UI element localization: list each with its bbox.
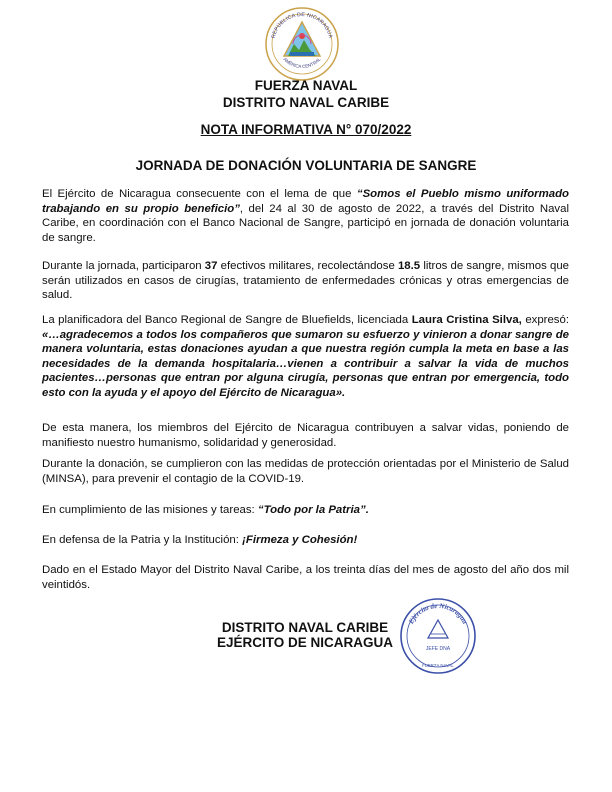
paragraph-mission: En cumplimiento de las misiones y tareas: “Todo por la Patria”.	[42, 504, 369, 516]
paragraph-humanism: De esta manera, los miembros del Ejército de Nicaragua contribuyen a salvar vidas, poniendo de manifiesto nuestro humanismo, solidaridad y generosidad.	[42, 422, 569, 449]
signature-line-2: EJÉRCITO DE NICARAGUA	[216, 635, 394, 650]
stamp-center-text: JEFE DNA	[425, 646, 451, 652]
signature-line-1: DISTRITO NAVAL CARIBE	[221, 620, 389, 635]
paragraph-minsa: Durante la donación, se cumplieron con las medidas de protección orientadas por el Ministerio de Salud (MINSA), para prevenir el contagio de la COVID-19.	[42, 458, 569, 485]
testimony-quote: «…agradecemos a todos los compañeros que sumaron su esfuerzo y vinieron a donar sangre de manera voluntaria, estas donaciones ayudan a que nuestra región cumpla la meta en base a las necesidades de la demanda hospitalaria…vienen a contribuir a salvar la vida de muchos pacientes…personas que entran por alguna cirugía, personas que entran por emergencia, todo esto con la ayuda y el apoyo del Ejército de Nicaragua».	[42, 328, 569, 399]
seal-ring-text: REPÚBLICA DE NICARAGUA	[270, 11, 334, 40]
nota-informativa-number: NOTA INFORMATIVA N° 070/2022	[200, 122, 412, 137]
paragraph-intro: El Ejército de Nicaragua consecuente con el lema de que “Somos el Pueblo mismo uniformado trabajando en su propio beneficio”, del 24 al 30 de agosto de 2022, a través del Distrito Naval Caribe, en coordinación con el Banco Nacional de Sangre, participó en jornada de donación voluntaria de sangre.	[42, 188, 569, 244]
paragraph-testimony: La planificadora del Banco Regional de Sangre de Bluefields, licenciada Laura Cristina Silva, expresó: «…agradecemos a todos los compañeros que sumaron su esfuerzo y vinieron a donar sangre de manera voluntaria, estas donaciones ayudan a que nuestra región cumpla la meta en base a las necesidades de la demanda hospitalaria…vienen a contribuir a salvar la vida de muchos pacientes…personas que entran por alguna cirugía, personas que entran por emergencia, todo esto con la ayuda y el apoyo del Ejército de Nicaragua».	[42, 314, 570, 399]
motto-firmeza: ¡Firmeza y Cohesión!	[242, 534, 358, 546]
stamp-bottom-text: FUERZA NAVAL	[422, 663, 454, 668]
liters-collected: 18.5	[397, 260, 421, 272]
paragraph-participation: Durante la jornada, participaron 37 efectivos militares, recolectándose 18.5 litros de sangre, mismos que serán utilizados en casos de cirugías, tratamiento de enfermedades crónicas y otras emergencias de salud.	[42, 260, 569, 302]
paragraph-closing: Dado en el Estado Mayor del Distrito Naval Caribe, a los treinta días del mes de agosto del año dos mil veintidós.	[42, 564, 569, 591]
seal-bottom-text: AMÉRICA CENTRAL	[282, 56, 322, 70]
document-title: JORNADA DE DONACIÓN VOLUNTARIA DE SANGRE	[135, 158, 477, 173]
nicaragua-coat-of-arms-seal	[264, 6, 340, 82]
svg-text:AMÉRICA CENTRAL	[282, 56, 322, 69]
official-stamp	[398, 596, 478, 676]
motto-quote: “Somos el Pueblo mismo uniformado trabajando en su propio beneficio”	[42, 188, 569, 215]
paragraph-defense: En defensa de la Patria y la Institución: ¡Firmeza y Cohesión!	[42, 534, 358, 546]
stamp-ring-text: Ejército de Nicaragua	[407, 601, 469, 626]
person-name: Laura Cristina Silva,	[411, 314, 522, 326]
header-distrito-naval: DISTRITO NAVAL CARIBE	[222, 95, 390, 110]
motto-todo-por-la-patria: “Todo por la Patria”.	[257, 504, 369, 516]
header-fuerza-naval: FUERZA NAVAL	[254, 78, 358, 93]
participant-count: 37	[204, 260, 218, 272]
